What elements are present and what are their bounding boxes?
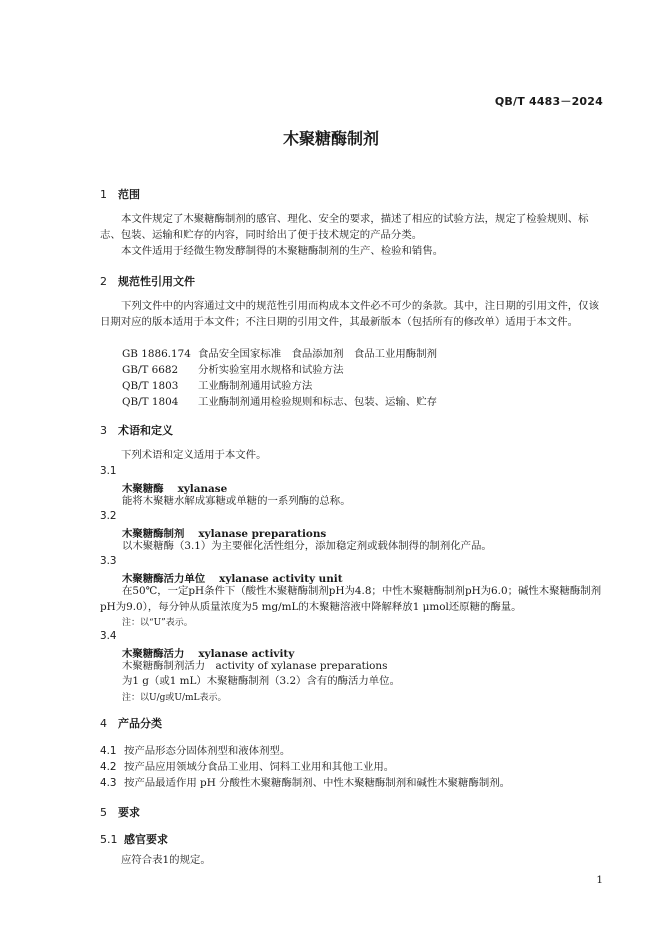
section-2-heading (100, 273, 195, 289)
section-number: 5 (100, 806, 107, 819)
section-title: 术语和定义 (118, 424, 173, 437)
subsection-title: 感官要求 (124, 833, 168, 846)
term-chinese: 木聚糖酶 (122, 483, 164, 495)
section-1-heading (100, 186, 140, 202)
reference-item (122, 378, 312, 394)
term-definition: 为1 g（或1 mL）木聚糖酶制剂（3.2）含有的酶活力单位。 (122, 675, 400, 687)
term-definition: 在50℃，一定pH条件下（酸性木聚糖酶制剂pH为4.8；中性木聚糖酶制剂pH为6.0；碱性木聚糖酶制剂pH为9.0），每分钟从质量浓度为5 mg/mL的木聚糖溶液中降解释放1 μmol还原糖的酶量。 (100, 585, 602, 613)
item-text: 按产品最适作用 pH 分酸性木聚糖酶制剂、中性木聚糖酶制剂和碱性木聚糖酶制剂。 (124, 777, 510, 789)
section-5-heading (100, 804, 140, 820)
classification-item (100, 758, 394, 773)
reference-name: 食品安全国家标准 食品添加剂 食品工业用酶制剂 (198, 348, 437, 360)
term-note: 注：以“U”表示。 (122, 618, 193, 628)
reference-name: 工业酶制剂通用检验规则和标志、包装、运输、贮存 (198, 396, 437, 408)
reference-item (122, 362, 343, 378)
classification-item (100, 774, 510, 789)
term-number: 3.1 (100, 465, 117, 477)
page-number: 1 (596, 874, 603, 886)
section-title: 要求 (118, 806, 140, 819)
reference-item (122, 394, 437, 410)
reference-name: 工业酶制剂通用试验方法 (198, 380, 313, 392)
terms-intro: 下列术语和定义适用于本文件。 (121, 449, 267, 461)
section-4-heading (100, 715, 162, 731)
section-number: 1 (100, 188, 107, 201)
reference-code: QB/T 1803 (122, 380, 179, 392)
item-number: 4.3 (100, 777, 117, 789)
scope-paragraph-2: 本文件适用于经微生物发酵制得的木聚糖酶制剂的生产、检验和销售。 (121, 245, 444, 257)
section-title: 范围 (118, 188, 140, 201)
term-chinese: 木聚糖酶活力 (122, 648, 185, 660)
term-note: 注：以U/g或U/mL表示。 (122, 693, 227, 703)
term-chinese: 木聚糖酶活力单位 (122, 573, 206, 585)
scope-paragraph-1: 本文件规定了木聚糖酶制剂的感官、理化、安全的要求，描述了相应的试验方法，规定了检验规则、标志、包装、运输和贮存的内容，同时给出了便于技术规定的产品分类。 (100, 213, 589, 241)
term-english: xylanase (177, 483, 228, 495)
term-chinese: 木聚糖酶制剂 (122, 528, 185, 540)
subsection-number: 5.1 (100, 833, 118, 846)
classification-item (100, 742, 290, 757)
reference-code: QB/T 1804 (122, 396, 179, 408)
item-number: 4.1 (100, 745, 117, 757)
term-english: xylanase activity unit (219, 573, 343, 585)
item-number: 4.2 (100, 761, 117, 773)
term-number: 3.4 (100, 630, 117, 642)
normative-references-paragraph: 下列文件中的内容通过文中的规范性引用而构成本文件必不可少的条款。其中，注日期的引用文件，仅该日期对应的版本适用于本文件；不注日期的引用文件，其最新版本（包括所有的修改单）适用于本文件。 (100, 300, 599, 328)
term-english: xylanase activity (198, 648, 295, 660)
sensory-requirements-paragraph: 应符合表1的规定。 (121, 854, 211, 866)
term-definition: 能将木聚糖水解成寡糖或单糖的一系列酶的总称。 (122, 495, 351, 507)
term-number: 3.2 (100, 510, 117, 522)
section-3-heading (100, 422, 173, 438)
section-number: 4 (100, 717, 107, 730)
item-text: 按产品形态分固体剂型和液体剂型。 (124, 745, 291, 757)
term-english: xylanase preparations (198, 528, 327, 540)
reference-code: GB/T 6682 (122, 364, 179, 376)
document-title: 木聚糖酶制剂 (282, 129, 379, 148)
subsection-5-1-heading (100, 831, 168, 847)
reference-name: 分析实验室用水规格和试验方法 (198, 364, 344, 376)
term-number: 3.3 (100, 555, 117, 567)
item-text: 按产品应用领域分食品工业用、饲料工业用和其他工业用。 (124, 761, 395, 773)
section-number: 2 (100, 275, 107, 288)
term-alternative: 木聚糖酶制剂活力 activity of xylanase preparations (122, 660, 388, 672)
section-title: 规范性引用文件 (118, 275, 195, 288)
standard-code: QB/T 4483－2024 (494, 95, 603, 108)
section-title: 产品分类 (118, 717, 162, 730)
reference-code: GB 1886.174 (122, 348, 191, 360)
reference-item (122, 346, 437, 362)
term-definition: 以木聚糖酶（3.1）为主要催化活性组分，添加稳定剂或载体制得的制剂化产品。 (122, 540, 492, 552)
section-number: 3 (100, 424, 107, 437)
